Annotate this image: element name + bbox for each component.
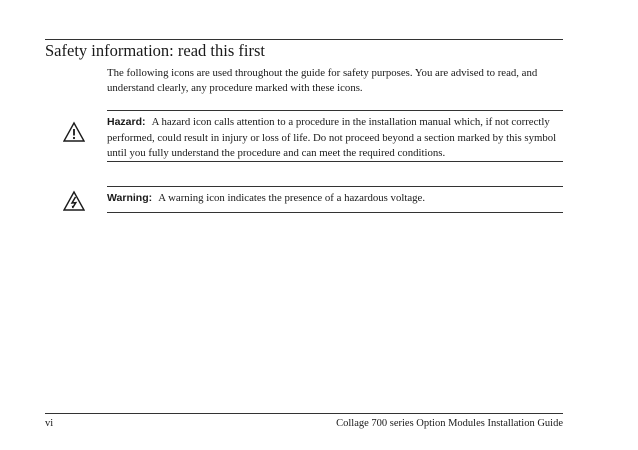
document-title: Collage 700 series Option Modules Installation Guide bbox=[336, 418, 563, 429]
hazard-bottom-rule bbox=[107, 161, 563, 162]
intro-paragraph: The following icons are used throughout the guide for safety purposes. You are advised to read, and understand clearly, any procedure marked with these icons. bbox=[107, 67, 538, 94]
footer-rule bbox=[45, 413, 563, 414]
page-number: vi bbox=[45, 418, 54, 429]
page-title: Safety information: read this first bbox=[45, 41, 265, 60]
high-voltage-icon bbox=[63, 190, 85, 212]
hazard-top-rule bbox=[107, 110, 563, 111]
warning-label: Warning: bbox=[107, 192, 153, 204]
hazard-triangle-icon bbox=[63, 121, 85, 143]
hazard-notice bbox=[107, 115, 565, 162]
hazard-text: A hazard icon calls attention to a procedure in the installation manual which, if not correctly performed, could result in injury or loss of life. Do not proceed beyond a section marked by this symbol until you fully understand the procedure and can meet the required conditions. bbox=[107, 116, 557, 159]
warning-text: A warning icon indicates the presence of a hazardous voltage. bbox=[158, 192, 426, 204]
header-rule bbox=[45, 39, 563, 40]
warning-top-rule bbox=[107, 186, 563, 187]
warning-notice bbox=[107, 191, 565, 207]
warning-bottom-rule bbox=[107, 212, 563, 213]
hazard-label: Hazard: bbox=[107, 116, 146, 128]
